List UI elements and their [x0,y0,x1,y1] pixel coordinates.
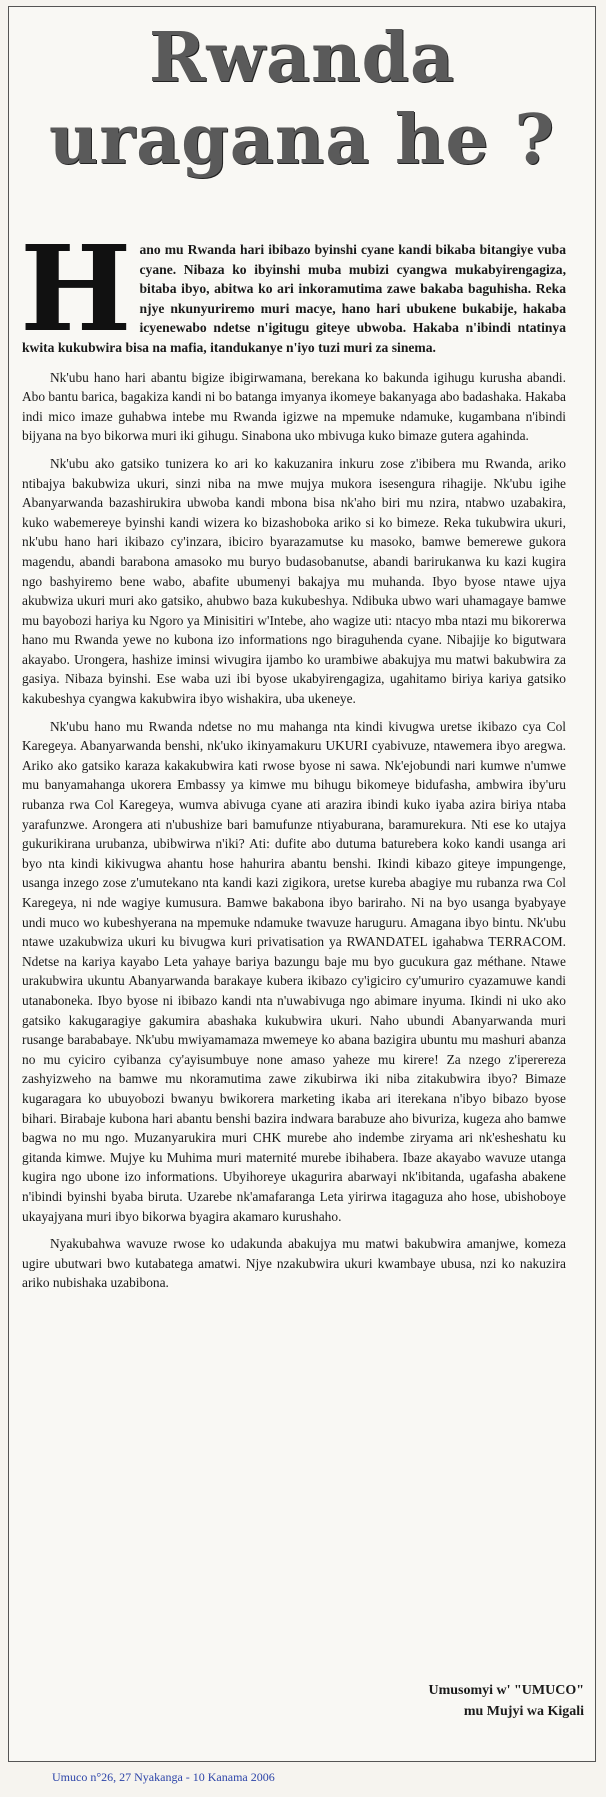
source-caption: Umuco n°26, 27 Nyakanga - 10 Kanama 2006 [52,1770,275,1784]
headline-line-1: Rwanda [148,18,456,98]
headline [9,7,595,181]
lead-paragraph [20,219,566,358]
paragraph-4: Nyakubahwa wavuze rwose ko udakunda abakujya mu matwi bakubwira amanjwe, komeza ugire ubutwari bwo kutabatega amatwi. Njye nzakubwira ukuri kwambaye ubusa, nzi ko nakuzira ariko nubishaka uzabibona. [22,1236,566,1291]
paragraph-3: Nk'ubu hano mu Rwanda ndetse no mu mahanga nta kindi kivugwa uretse ikibazo cya Col Karegeya. Abanyarwanda benshi, nk'uko ikinyamakuru UKURI cyabivuze, ntawemera ibyo aregwa. Ariko ako gatsiko karaza kakakubwira kati rwose byose ni sawa. Nk'ejobundi nari kumwe n'umwe mu banyamahanga ukorera Embassy ya kimwe mu bihugu bikomeye bidufasha, ambwira iby'uru rubanza rwa Col Karegeya, wumva abivuga cyane ati arazira ibindi kuko iyaba azira biriya ntaba yarafunzwe. Arongera ati n'ubushize bari bamufunze ntiyaburana, baramurekura. Nti ese ko utajya gukurikirana urubanza, ubibwirwa n'iki? Ati: dufite abo dutuma baturebera koko kandi usanga ari byo nta kindi kikivugwa ahantu hose hahurira abantu benshi. Ikindi kibazo giteye impungenge, usanga inzego zose z'umutekano nta kandi kazi zigikora, uretse kureba abagiye mu rubanza rwa Col Karegeya, ni nde wagiye kumusura. Bamwe bakabona ibyo bariraho. Ni na byo usanga byabyaye undi muco wo kubeshyerana na mpemuke ndamuke twavuze haruguru. Amagana ibyo bintu. Nk'ubu ntawe uzakubwiza ukuri ku bivugwa kuri privatisation ya RWANDATEL igahabwa TERRACOM. Ndetse na kariya kayabo Leta yahaye bariya bazungu baje mu byo gucukura gaz méthane. Ntawe urakubwira ukuntu Abanyarwanda barakaye kubera ikibazo cy'igiciro cy'umuriro cyazamuwe kandi utanaboneka. Ibyo byose ni ibibazo kandi nta n'uwabivuga ngo abimare inyuma. Ikindi ni uko ako gatsiko kakugaragiye gakumira abashaka kukubwira ukuri. Naho ubundi Abanyarwanda muri rusange barababaye. Nk'ubu mwiyamamaza mwemeye ko abana bazigira ubuntu mu mashuri abanza no mu cyiciro cyibanza cy'ayisumbuye none amaso yaheze mu kirere! Za nzego z'iperereza zashyizweho na bamwe mu nkoramutima zawe zikubirwa iki niba zitakubwira ibyo? Bimaze kugaragara ko ubuyobozi bwanyu bwikorera marketing ikaba ari iterekana n'ibyo bibazo byose bihari. Birabaje kubona hari abantu benshi bazira indwara barabuze aho bivuriza, kugeza aho bamwe bagwa no mu ngo. Muzanyarukira muri CHK murebe aho indembe ziryama ari nk'esheshatu ku gitanda kimwe. Mujye ku Muhima muri maternité murebe ibihabera. Ibaze akayabo wavuze utanga kugira ngo ubone izo informations. Ubyihoreye ukagurira abarwayi nk'ibitanda, ugafasha abakene n'ibindi byinshi byaba biruta. Uzarebe nk'amafaranga Leta yirirwa itagaguza aho hose, ubishoboye ukayajyana muri ibyo bikorwa byagira akamaro kurushaho. [22,718,566,1224]
author-signature [428,1680,584,1722]
headline-line-2: uragana he ? [48,100,556,180]
paragraph-2: Nk'ubu ako gatsiko tunizera ko ari ko kakuzanira inkuru zose z'ibibera mu Rwanda, ariko ntibajya bakubwiza ukuri, sinzi niba na mwe mujya mukora isesengura rihagije. Nk'ubu igihe Abanyarwanda bazashirukira ubwoba kandi mbona bisa nk'aho biri mu nzira, ntabwo uzabakira, kuko wabemereye byinshi kandi wizera ko bizashoboka ariko si ko bimeze. Reka tukubwira ukuri, nk'ubu hano hari ikibazo cy'inzara, ibiciro byarazamutse ku masoko, bamwe bemerewe gukora magendu, abandi barabona amasoko mu buryo budasobanutse, abandi barirukanwa ku kazi kugira ngo bashyiremo bene wabo, abafite ubumenyi bakajya mu muhanda. Ibyo byose ntawe ujya akubwiza ukuri muri ako gatsiko, ahubwo baza kukubeshya. Ndibuka ubwo wari uhamagaye bamwe mu bayobozi hariya ku Ngoro ya Minisitiri w'Intebe, aho wagize uti: ntacyo mba ntazi mu bikorerwa hano mu Rwanda yewe no kubona izo informations ngo biraguhenda cyane. Nibajije ko bigutwara akayabo. Urongera, hashize iminsi wivugira ijambo ko urambiwe abakujya mu matwi bakubwira za gasiya. Nibaza byinshi. Ese waba uzi ibi byose ukabyirengagiza, ugahitamo biriya kariya gatsiko kakubeshya cyangwa kakubwira ibyo wishakira, uba ukeneye. [22,455,566,707]
paragraph-1: Nk'ubu hano hari abantu bigize ibigirwamana, berekana ko bakunda igihugu kurusha abandi. Abo bantu barica, bagakiza kandi ni bo batanga imyanya ikomeye bakanyaga abo badashaka. Hakaba indi mico imaze guhabwa intebe mu Rwanda igizwe na mpemuke ndamuke, kugambana n'ibindi bijyana na byo bikorwa muri iki gihugu. Sinabona uko mbivuga kuko bimaze gutera agahinda. [22,369,566,444]
drop-cap: H [20,219,132,358]
signature-line-1: Umusomyi w' "UMUCO" [428,1683,584,1698]
signature-line-2: mu Mujyi wa Kigali [463,1704,584,1719]
lead-text: ano mu Rwanda hari ibibazo byinshi cyane kandi bikaba bitangiye vuba cyane. Nibaza ko ibyinshi muba mubizi cyangwa mukabyirengagiza, bitaba ibyo, abitwa ko ari inkoramutima zawe bakaba baguhisha. Reka njye nkunyuriremo muri macye, hano hari ubukene bukabije, hakaba icyenewabo ndetse n'igitugu giteye ubwoba. Hakaba n'ibindi ntatinya kwita kukubwira bisa na mafia, itandukanye n'iyo tuzi muri za sinema. [22,242,566,355]
article-body [20,219,566,1301]
